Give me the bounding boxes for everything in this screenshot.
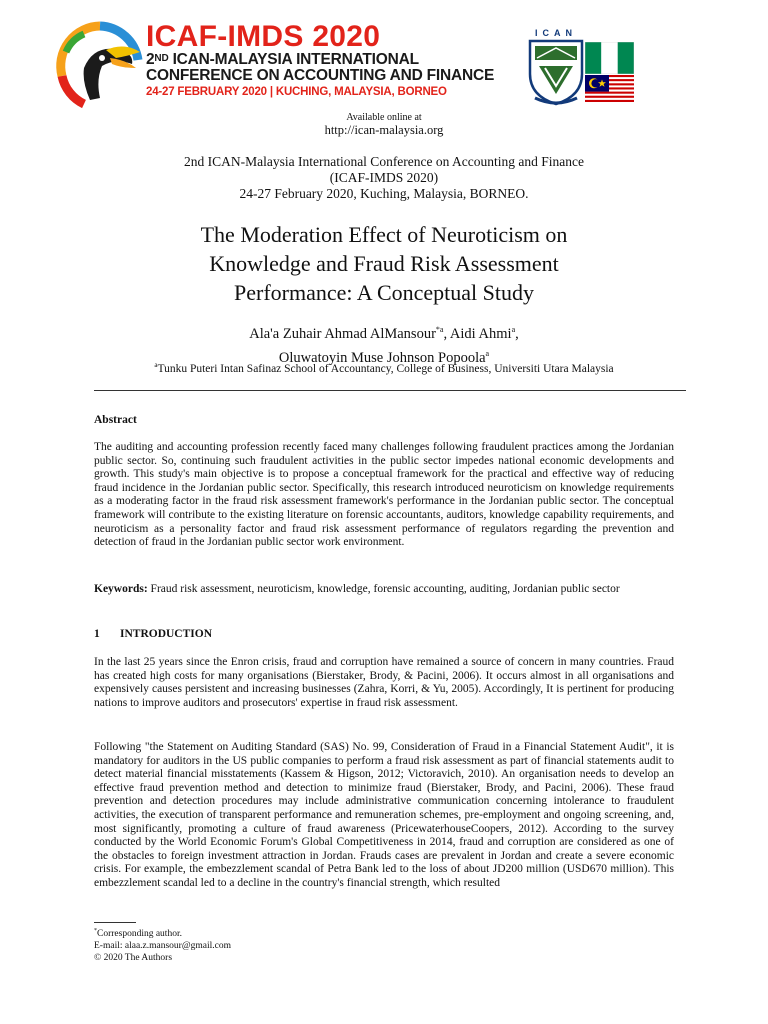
header-divider [94,390,686,391]
ican-label: ICAN [535,28,577,38]
author-2: Aidi Ahmi [449,325,512,342]
section-heading-introduction: 1 INTRODUCTION [94,628,213,640]
keywords: Keywords: Fraud risk assessment, neuroticism, knowledge, forensic accounting, auditing, Jordanian public sector [94,583,620,595]
ican-logo-block [523,28,673,108]
author-email[interactable]: E-mail: alaa.z.mansour@gmail.com [94,940,231,951]
banner-text [146,22,526,99]
author-list: Ala'a Zuhair Ahmad AlMansour$^{*a}$, Aidi Ahmi$^a$, Oluwatoyin Muse Johnson Popoola$^a$ [249,325,519,366]
paper-title: The Moderation Effect of Neuroticism on Knowledge and Fraud Risk Assessment Performance: A Conceptual Study [200,222,568,305]
banner-line-2: CONFERENCE ON ACCOUNTING AND FINANCE [146,67,495,84]
abstract-text: The auditing and accounting profession recently faced many challenges following fraudulent practices among the Jordanian public sector. So, continuing such fraudulent activities in the public sector impedes national economic developments and growth. This study's main objective is to propose a conceptual framework for the practical and effective way of reducing fraud incidence in the Jordanian public sector. Specifically, this research introduced neuroticism on knowledge requirements as a moderating factor in the fraud risk assessment framework's performance in the Jordanian public sector. The conceptual framework will contribute to the existing literature on forensic accountants, auditors, knowledge capability requirements, and neuroticism as a personality factor and fraud risk assessment performance of regulators regarding the prevention and detection of fraud in the Jordanian public sector work environment. [94,441,674,549]
affiliation: $^a$Tunku Puteri Intan Safinaz School of Accountancy, College of Business, Universiti Utara Malaysia [154,361,614,375]
conference-banner [0,0,768,110]
author-1: Ala'a Zuhair Ahmad AlMansour [249,325,436,342]
conference-acronym: ICAF-IMDS 2020 [146,20,381,53]
ican-shield-icon [527,38,585,106]
footnote [94,926,231,965]
copyright-notice: © 2020 The Authors [94,952,173,963]
corresponding-author-note: *Corresponding author. [94,928,182,940]
banner-date: 24-27 FEBRUARY 2020 | KUCHING, MALAYSIA, BORNEO [146,86,447,98]
conference-url-link[interactable]: http://ican-malaysia.org [324,123,444,137]
malaysia-flag-icon [585,75,634,104]
nigeria-flag-icon [585,42,634,74]
available-online-label: Available online at [346,112,422,123]
footnote-divider [94,922,136,923]
conference-full-name: 2nd ICAN-Malaysia International Conference on Accounting and Finance (ICAF-IMDS 2020) 24-27 February 2020, Kuching, Malaysia, BORNEO. [183,154,584,201]
abstract-heading: Abstract [94,414,137,426]
introduction-paragraph-2: Following "the Statement on Auditing Standard (SAS) No. 99, Consideration of Fraud in a Financial Statement Audit", it is mandatory for auditors in the US public companies to perform a fraud risk assessment as part of financial statements audit to detect material financial misstatements (Kassem & Higson, 2012; Victoravich, 2010). An organisation needs to develop an effective fraud prevention method and detection to minimize fraud (Bierstaker, Brody, and Pacini, 2006). These fraud prevention and detection procedures may include administrative communication concerning intolerance to fraudulent activities, the execution of transparent performance and remuneration schemes, pre-employment and ongoing screening, and, most significantly, promoting a culture of fraud awareness (PricewaterhouseCoopers, 2012). According to the survey conducted by the World Economic Forum's Global Competitiveness in 2014, fraud and corruption are considered as one of the obstacles to foreign investment attraction in Jordan. Frauds cases are prevalent in Jordan and create a severe economic crisis. For example, the embezzlement scandal of Petra Bank led to the loss of about JD200 million (USD670 million). This embezzlement scandal led to a decline in the country's financial strength, which resulted [94,741,674,889]
hornbill-logo-icon [54,20,146,110]
banner-line-1: 2ND ICAN-MALAYSIA INTERNATIONAL [146,51,419,68]
introduction-paragraph-1: In the last 25 years since the Enron crisis, fraud and corruption have remained a source of concern in many countries. Fraud has created high costs for many organisations (Bierstaker, Brody, & Pacini, 2006). It occurs almost in all organisations and expensively causes persistent and increasing businesses (Zahra, Korri, & Yu, 2005). Accordingly, It is pertinent for producing nations to improve auditors and prosecutors' expertise in fraud risk assessment. [94,656,674,709]
author-3: Oluwatoyin Muse Johnson Popoola [278,349,486,366]
